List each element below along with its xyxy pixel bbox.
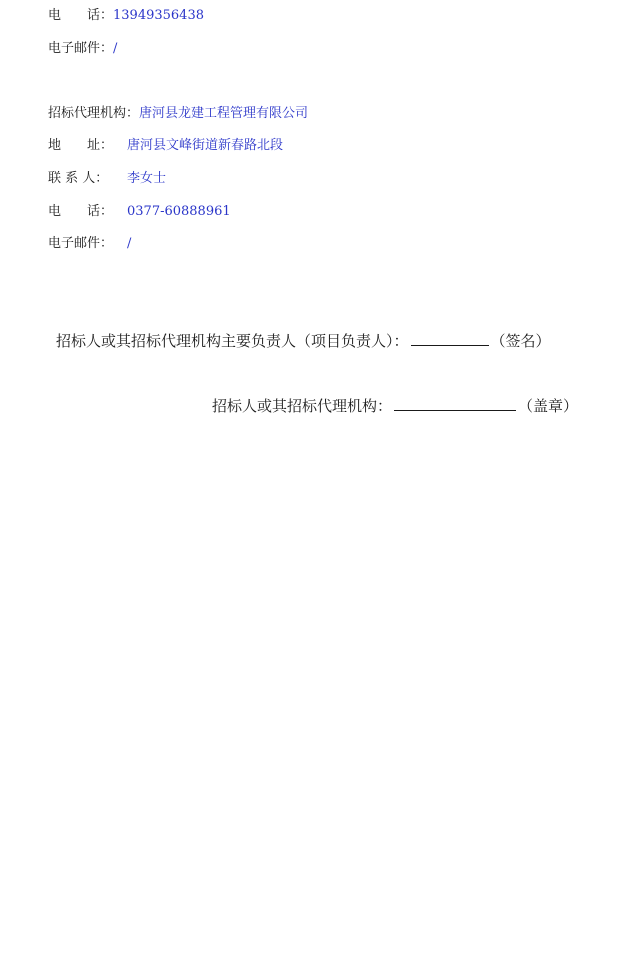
email-value: / (113, 41, 118, 56)
agency-contact-label: 联 系 人： (48, 171, 109, 186)
agency-email-label: 电子邮件： (48, 236, 114, 251)
agency-contact-value: 李女士 (127, 171, 167, 186)
tenderer-phone-row (48, 7, 204, 25)
principal-signature-blank[interactable] (411, 331, 489, 346)
principal-signature-label: 招标人或其招标代理机构主要负责人（项目负责人）： (56, 332, 409, 350)
agency-email-row (48, 235, 131, 253)
agency-contact-row (48, 170, 166, 188)
org-seal-line (212, 396, 578, 416)
agency-email-value: / (127, 236, 132, 251)
principal-signature-line (56, 331, 551, 351)
agency-address-label: 地 址： (48, 138, 114, 153)
agency-name-row (48, 105, 308, 123)
org-seal-suffix: （盖章） (518, 397, 579, 415)
org-seal-blank[interactable] (394, 396, 516, 411)
org-seal-label: 招标人或其招标代理机构： (212, 397, 393, 415)
tenderer-email-row (48, 40, 117, 58)
agency-name-value: 唐河县龙建工程管理有限公司 (139, 106, 309, 121)
agency-name-label: 招标代理机构： (48, 106, 140, 121)
agency-address-value: 唐河县文峰街道新春路北段 (127, 138, 284, 153)
principal-signature-suffix: （签名） (490, 332, 551, 350)
phone-label: 电 话： (48, 8, 114, 23)
agency-phone-label: 电 话： (48, 204, 114, 219)
agency-phone-value: 0377-60888961 (127, 204, 231, 219)
phone-value: 13949356438 (113, 8, 204, 23)
agency-phone-row (48, 203, 231, 221)
agency-address-row (48, 137, 283, 155)
email-label: 电子邮件： (48, 41, 114, 56)
